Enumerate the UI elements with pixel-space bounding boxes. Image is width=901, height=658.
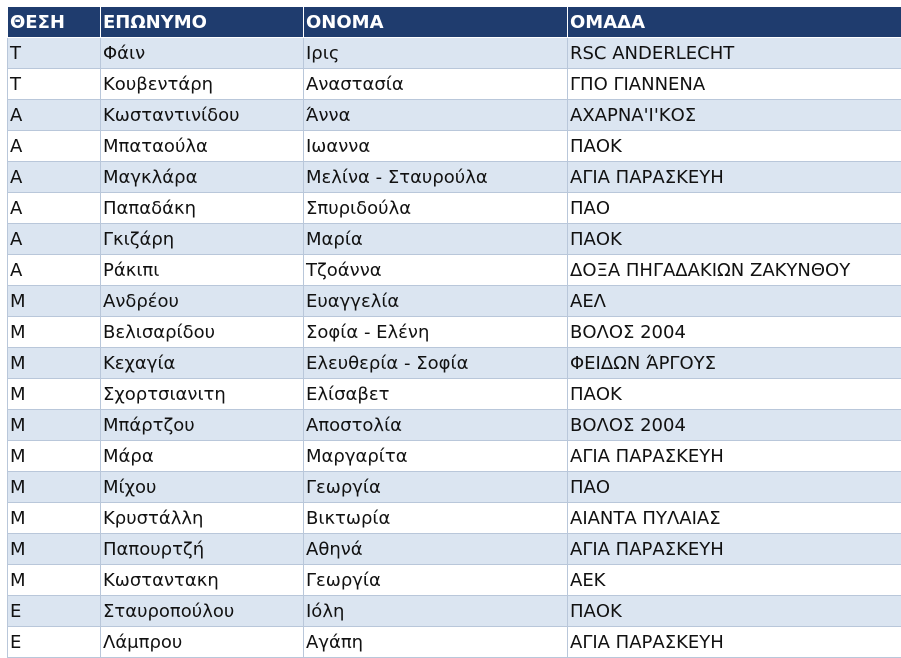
cell-first-name: Αναστασία <box>304 69 568 100</box>
table-row <box>8 534 901 565</box>
table-row <box>8 131 901 162</box>
table-row <box>8 596 901 627</box>
cell-first-name: Σοφία - Ελένη <box>304 317 568 348</box>
cell-surname: Μίχου <box>101 472 304 503</box>
cell-surname: Μπαταούλα <box>101 131 304 162</box>
header-team: ΟΜΑΔΑ <box>568 7 901 38</box>
roster-table <box>7 6 901 658</box>
cell-team: ΑΕΚ <box>568 565 901 596</box>
cell-surname: Κρυστάλλη <box>101 503 304 534</box>
cell-surname: Ανδρέου <box>101 286 304 317</box>
header-row <box>8 7 901 38</box>
cell-position: Τ <box>8 38 101 69</box>
cell-team: RSC ANDERLECHT <box>568 38 901 69</box>
cell-first-name: Μελίνα - Σταυρούλα <box>304 162 568 193</box>
cell-team: ΑΓΙΑ ΠΑΡΑΣΚΕΥΗ <box>568 534 901 565</box>
cell-team: ΑΧΑΡΝΑ'Ι'ΚΟΣ <box>568 100 901 131</box>
cell-team: ΦΕΙΔΩΝ ΆΡΓΟΥΣ <box>568 348 901 379</box>
cell-surname: Μπάρτζου <box>101 410 304 441</box>
cell-first-name: Μαργαρίτα <box>304 441 568 472</box>
cell-team: ΑΓΙΑ ΠΑΡΑΣΚΕΥΗ <box>568 162 901 193</box>
cell-surname: Παπαδάκη <box>101 193 304 224</box>
cell-position: Α <box>8 255 101 286</box>
table-row <box>8 441 901 472</box>
cell-position: Μ <box>8 286 101 317</box>
cell-team: ΠΑΟΚ <box>568 224 901 255</box>
cell-first-name: Βικτωρία <box>304 503 568 534</box>
cell-position: Μ <box>8 472 101 503</box>
table-row <box>8 162 901 193</box>
cell-team: ΠΑΟΚ <box>568 596 901 627</box>
table-row <box>8 100 901 131</box>
cell-team: ΠΑΟΚ <box>568 131 901 162</box>
cell-position: Μ <box>8 503 101 534</box>
cell-first-name: Ιρις <box>304 38 568 69</box>
cell-surname: Κουβεντάρη <box>101 69 304 100</box>
cell-surname: Μάρα <box>101 441 304 472</box>
cell-first-name: Αγάπη <box>304 627 568 658</box>
cell-team: ΠΑΟ <box>568 472 901 503</box>
cell-first-name: Ελευθερία - Σοφία <box>304 348 568 379</box>
cell-first-name: Σπυριδούλα <box>304 193 568 224</box>
cell-position: Μ <box>8 348 101 379</box>
table-body <box>8 38 901 658</box>
cell-surname: Μαγκλάρα <box>101 162 304 193</box>
cell-position: Μ <box>8 317 101 348</box>
cell-surname: Ράκιπι <box>101 255 304 286</box>
cell-position: Α <box>8 193 101 224</box>
table-row <box>8 224 901 255</box>
table-row <box>8 503 901 534</box>
cell-team: ΓΠΟ ΓΙΑΝΝΕΝΑ <box>568 69 901 100</box>
header-surname: ΕΠΩΝΥΜΟ <box>101 7 304 38</box>
cell-position: Μ <box>8 441 101 472</box>
cell-first-name: Άννα <box>304 100 568 131</box>
cell-position: Ε <box>8 627 101 658</box>
table-row <box>8 565 901 596</box>
cell-position: Μ <box>8 534 101 565</box>
cell-position: Μ <box>8 379 101 410</box>
cell-position: Α <box>8 131 101 162</box>
cell-first-name: Γεωργία <box>304 565 568 596</box>
cell-first-name: Ευαγγελία <box>304 286 568 317</box>
cell-first-name: Μαρία <box>304 224 568 255</box>
table-row <box>8 410 901 441</box>
cell-surname: Γκιζάρη <box>101 224 304 255</box>
cell-first-name: Γεωργία <box>304 472 568 503</box>
table-row <box>8 193 901 224</box>
cell-surname: Λάμπρου <box>101 627 304 658</box>
table-row <box>8 255 901 286</box>
table-row <box>8 379 901 410</box>
table-row <box>8 472 901 503</box>
cell-position: Α <box>8 162 101 193</box>
table-row <box>8 627 901 658</box>
cell-team: ΑΓΙΑ ΠΑΡΑΣΚΕΥΗ <box>568 441 901 472</box>
cell-team: ΠΑΟ <box>568 193 901 224</box>
cell-first-name: Ιόλη <box>304 596 568 627</box>
header-position: ΘΕΣΗ <box>8 7 101 38</box>
cell-surname: Σχορτσιανιτη <box>101 379 304 410</box>
cell-surname: Κωσταντινίδου <box>101 100 304 131</box>
cell-first-name: Τζοάννα <box>304 255 568 286</box>
cell-surname: Κωσταντακη <box>101 565 304 596</box>
cell-team: ΑΙΑΝΤΑ ΠΥΛΑΙΑΣ <box>568 503 901 534</box>
cell-position: Τ <box>8 69 101 100</box>
cell-first-name: Ιωαννα <box>304 131 568 162</box>
table-row <box>8 348 901 379</box>
cell-first-name: Ελίσαβετ <box>304 379 568 410</box>
cell-surname: Παπουρτζή <box>101 534 304 565</box>
cell-team: ΑΕΛ <box>568 286 901 317</box>
table-row <box>8 38 901 69</box>
cell-surname: Σταυροπούλου <box>101 596 304 627</box>
cell-first-name: Αποστολία <box>304 410 568 441</box>
cell-team: ΠΑΟΚ <box>568 379 901 410</box>
cell-position: Ε <box>8 596 101 627</box>
cell-position: Μ <box>8 410 101 441</box>
table-header <box>8 7 901 38</box>
cell-surname: Κεχαγία <box>101 348 304 379</box>
table-row <box>8 317 901 348</box>
cell-surname: Βελισαρίδου <box>101 317 304 348</box>
header-first-name: ΟΝΟΜΑ <box>304 7 568 38</box>
cell-team: ΒΟΛΟΣ 2004 <box>568 410 901 441</box>
cell-first-name: Αθηνά <box>304 534 568 565</box>
cell-surname: Φάιν <box>101 38 304 69</box>
cell-position: Α <box>8 224 101 255</box>
cell-team: ΑΓΙΑ ΠΑΡΑΣΚΕΥΗ <box>568 627 901 658</box>
cell-position: Α <box>8 100 101 131</box>
cell-position: Μ <box>8 565 101 596</box>
cell-team: ΔΟΞΑ ΠΗΓΑΔΑΚΙΩΝ ΖΑΚΥΝΘΟΥ <box>568 255 901 286</box>
table-row <box>8 286 901 317</box>
table-row <box>8 69 901 100</box>
cell-team: ΒΟΛΟΣ 2004 <box>568 317 901 348</box>
